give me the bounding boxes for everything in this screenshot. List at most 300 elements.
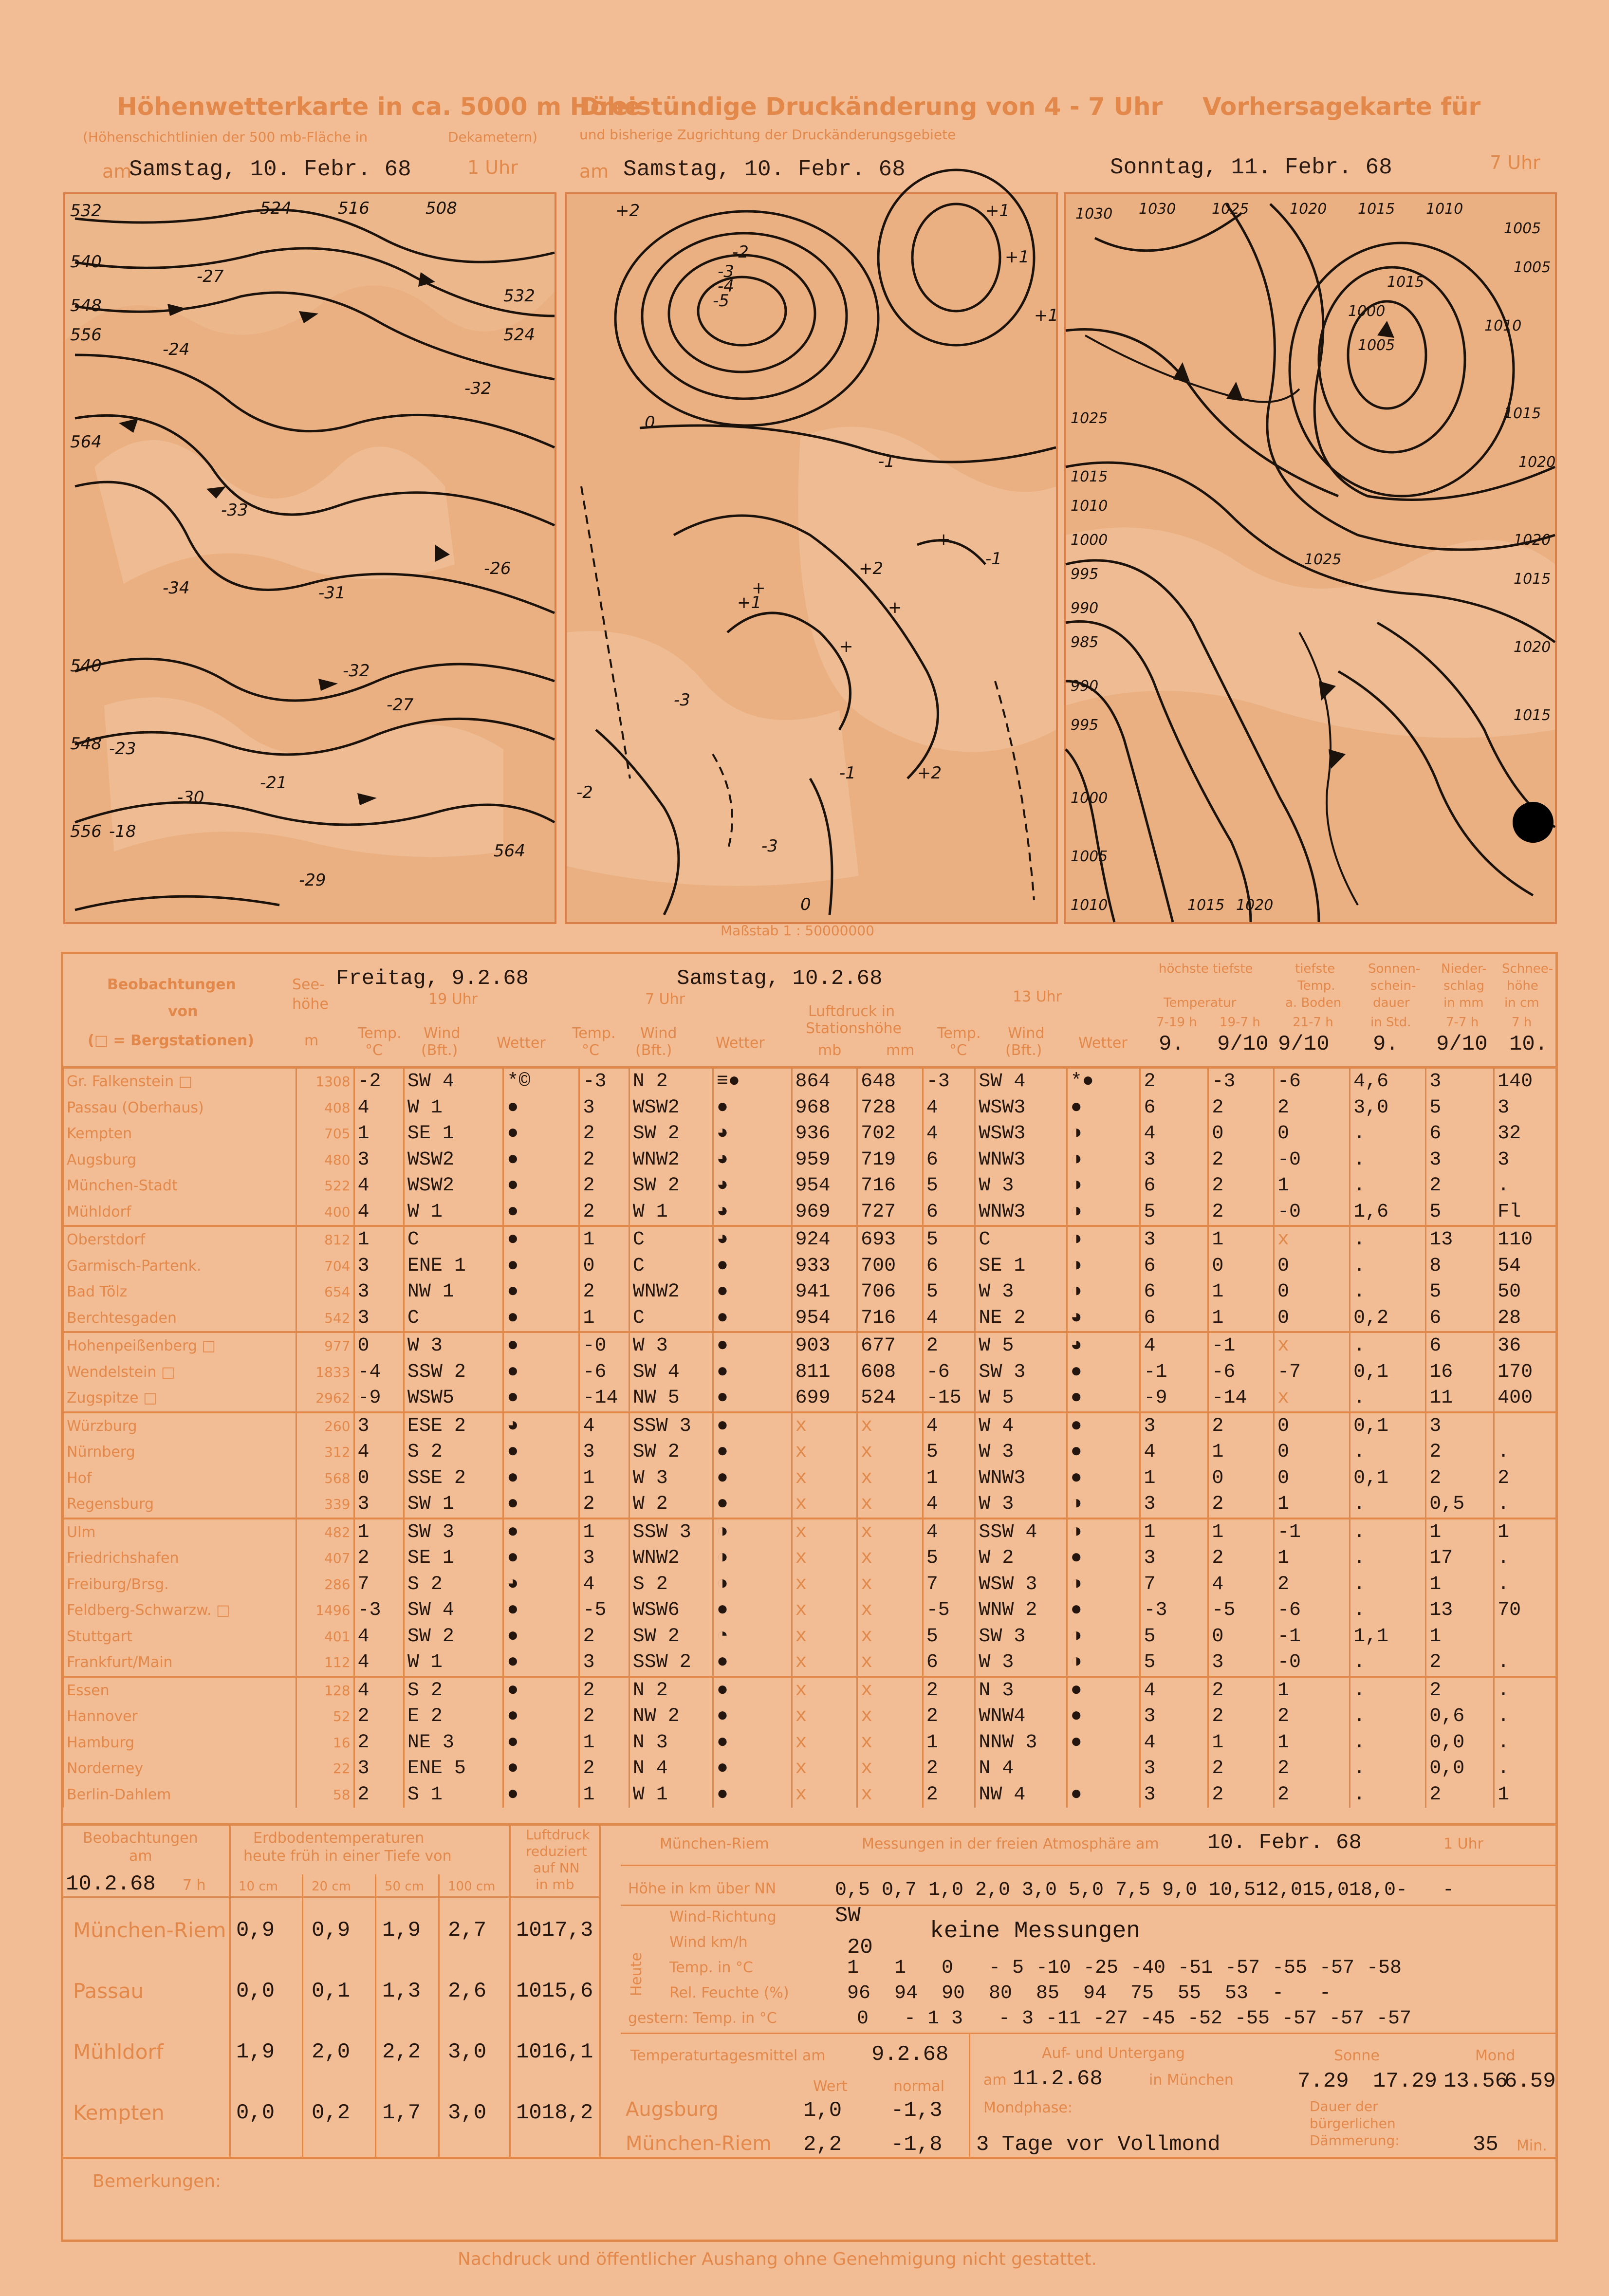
soil-d20: 20 cm: [312, 1879, 351, 1894]
hdr-temperatur: Temperatur: [1164, 996, 1237, 1010]
hdr-wetter2: Wetter: [716, 1035, 765, 1052]
station-name: Würzburg: [63, 1412, 296, 1440]
station-sc: .: [1494, 1703, 1557, 1730]
station-ni: 2: [1426, 1173, 1494, 1199]
station-x13: ●: [1067, 1677, 1140, 1704]
station-name: Norderney: [63, 1756, 296, 1782]
station-sc: 170: [1494, 1359, 1557, 1386]
station-fx: ●: [503, 1359, 579, 1386]
station-row: [63, 1332, 1557, 1359]
station-fw: W 1: [404, 1095, 503, 1121]
hdr-dauer: dauer: [1373, 996, 1410, 1010]
hdr-luftdruck: Luftdruck in: [808, 1003, 895, 1020]
station-fw: WSW5: [404, 1385, 503, 1412]
station-lo: 1: [1208, 1305, 1274, 1333]
station-table: [62, 1069, 1557, 1808]
soil-d: 3,0: [448, 2101, 487, 2125]
station-x13: ◑: [1067, 1121, 1140, 1147]
upper-rf-value: 53: [1225, 1982, 1249, 2004]
station-st: 1: [579, 1465, 629, 1492]
station-x13: ●: [1067, 1385, 1140, 1412]
station-fw: S 2: [404, 1572, 503, 1598]
upper-rf-value: 85: [1036, 1982, 1060, 2004]
map2_labels-label: +1: [1005, 247, 1030, 267]
station-sx: ◑: [713, 1545, 792, 1572]
station-ft: 1: [354, 1518, 404, 1546]
station-lo: 2: [1208, 1412, 1274, 1440]
station-mb: 936: [792, 1121, 857, 1147]
station-sc: 110: [1494, 1226, 1557, 1253]
station-bo: 0: [1274, 1121, 1350, 1147]
station-st: 3: [579, 1649, 629, 1677]
station-t13: 7: [923, 1572, 975, 1598]
station-fx: ●: [503, 1518, 579, 1546]
map2_labels-label: +1: [1034, 306, 1059, 325]
station-w13: WSW 3: [975, 1572, 1067, 1598]
station-st: 1: [579, 1782, 629, 1808]
station-ft: 3: [354, 1253, 404, 1279]
upper-hrule-top: [621, 1865, 1555, 1866]
station-t13: 6: [923, 1199, 975, 1226]
station-w13: WNW3: [975, 1465, 1067, 1492]
station-sc: 400: [1494, 1385, 1557, 1412]
station-so: 1,1: [1350, 1624, 1426, 1650]
station-st: -5: [579, 1597, 629, 1624]
station-so: .: [1350, 1649, 1426, 1677]
soil-a: 0,0: [236, 1979, 275, 2003]
station-row: [63, 1147, 1557, 1173]
astro-m-auf: 13.56: [1443, 2069, 1508, 2093]
station-st: 1: [579, 1730, 629, 1756]
station-fw: SW 2: [404, 1624, 503, 1650]
map2_labels-label: +2: [859, 559, 884, 578]
station-hi: 6: [1140, 1253, 1208, 1279]
hdr-d4: 9.: [1373, 1032, 1399, 1056]
station-ft: 1: [354, 1121, 404, 1147]
station-name: Hof: [63, 1465, 296, 1492]
station-row: [63, 1491, 1557, 1518]
station-sw: S 2: [629, 1572, 713, 1598]
station-ft: 3: [354, 1305, 404, 1333]
upper-rf-value: 75: [1130, 1982, 1154, 2004]
station-mm: x: [857, 1465, 923, 1492]
station-hi: -9: [1140, 1385, 1208, 1412]
upper-gest-lbl: gestern: Temp. in °C: [628, 2010, 777, 2027]
soil-p: 1018,2: [516, 2101, 593, 2125]
station-bo: -0: [1274, 1649, 1350, 1677]
station-mb: 864: [792, 1069, 857, 1095]
station-t13: -15: [923, 1385, 975, 1412]
station-name: Stuttgart: [63, 1624, 296, 1650]
station-w13: SSW 4: [975, 1518, 1067, 1546]
upper-temps-value: 1: [894, 1957, 906, 1979]
station-w13: WSW3: [975, 1121, 1067, 1147]
station-sc: [1494, 1412, 1557, 1440]
hdr-tiefste: tiefste: [1295, 962, 1335, 976]
station-mm: 693: [857, 1226, 923, 1253]
station-hi: 3: [1140, 1782, 1208, 1808]
hdr-sat-13: 13 Uhr: [1013, 988, 1062, 1005]
map1_labels-label: -24: [163, 340, 190, 359]
map1_labels-label: -21: [260, 773, 287, 793]
upper-rf-value: 90: [942, 1982, 965, 2004]
upper-hoehe-lbl: Höhe in km über NN: [628, 1880, 777, 1897]
station-t13: 5: [923, 1439, 975, 1465]
station-st: 3: [579, 1095, 629, 1121]
station-sw: W 1: [629, 1199, 713, 1226]
station-st: 0: [579, 1253, 629, 1279]
station-hi: 3: [1140, 1226, 1208, 1253]
station-bo: 0: [1274, 1253, 1350, 1279]
station-row: [63, 1518, 1557, 1546]
station-name: Essen: [63, 1677, 296, 1704]
station-sc: 140: [1494, 1069, 1557, 1095]
station-bo: -0: [1274, 1199, 1350, 1226]
upper-hrule-3: [621, 2033, 1555, 2034]
soil-d10: 10 cm: [239, 1879, 278, 1894]
soil-p: 1017,3: [516, 1918, 593, 1943]
station-ni: 3: [1426, 1147, 1494, 1173]
station-row: [63, 1465, 1557, 1492]
soil-name: Kempten: [73, 2101, 165, 2125]
station-ni: 13: [1426, 1597, 1494, 1624]
station-fx: ●: [503, 1385, 579, 1412]
upper-temps-value: - 5: [989, 1957, 1024, 1979]
station-sw: NW 2: [629, 1703, 713, 1730]
station-fw: W 1: [404, 1199, 503, 1226]
station-sc: .: [1494, 1649, 1557, 1677]
station-row: [63, 1677, 1557, 1704]
upper-heights-value: -: [1443, 1879, 1455, 1901]
station-ft: 2: [354, 1730, 404, 1756]
soil-hrule: [61, 1896, 599, 1898]
station-x13: *●: [1067, 1069, 1140, 1095]
station-t13: 2: [923, 1332, 975, 1359]
map3_labels-label: 1020: [1236, 897, 1274, 914]
astro-lbl: Auf- und Untergang: [1042, 2045, 1185, 2062]
soil-name: Passau: [73, 1979, 144, 2003]
upper-heights-value: 12,0: [1256, 1879, 1303, 1901]
station-t13: 5: [923, 1226, 975, 1253]
upper-heights-value: 0,7: [882, 1879, 917, 1901]
station-ni: 5: [1426, 1199, 1494, 1226]
station-x13: ●: [1067, 1095, 1140, 1121]
station-sw: SW 2: [629, 1624, 713, 1650]
station-ft: 4: [354, 1199, 404, 1226]
station-so: .: [1350, 1572, 1426, 1598]
upper-uhr: 1 Uhr: [1443, 1835, 1483, 1852]
hdr-schein: schein-: [1370, 979, 1416, 993]
station-sc: 3: [1494, 1147, 1557, 1173]
station-hi: -1: [1140, 1359, 1208, 1386]
station-h: 705: [296, 1121, 354, 1147]
station-sc: .: [1494, 1677, 1557, 1704]
station-x13: [1067, 1756, 1140, 1782]
hdr-stationshoehe: Stationshöhe: [806, 1020, 902, 1037]
station-mm: 700: [857, 1253, 923, 1279]
upper-temps-value: 1: [847, 1957, 859, 1979]
station-bo: 0: [1274, 1412, 1350, 1440]
station-fx: ●: [503, 1173, 579, 1199]
station-mm: x: [857, 1545, 923, 1572]
astro-in: in München: [1149, 2072, 1234, 2089]
station-ft: 3: [354, 1147, 404, 1173]
map1_labels-label: 532: [70, 201, 102, 221]
station-lo: 2: [1208, 1782, 1274, 1808]
station-ni: 3: [1426, 1412, 1494, 1440]
soil-c: 2,2: [382, 2040, 421, 2064]
upper-mess: Messungen in der freien Atmosphäre am: [862, 1835, 1159, 1852]
map2_labels-label: -4: [718, 277, 734, 296]
station-name: Nürnberg: [63, 1439, 296, 1465]
station-hi: 4: [1140, 1439, 1208, 1465]
station-fw: SE 1: [404, 1121, 503, 1147]
station-name: Zugspitze □: [63, 1385, 296, 1412]
station-sw: SSW 2: [629, 1649, 713, 1677]
station-name: Augsburg: [63, 1147, 296, 1173]
station-fw: SW 3: [404, 1518, 503, 1546]
station-h: 1308: [296, 1069, 354, 1095]
station-sw: SSW 3: [629, 1412, 713, 1440]
station-hi: 4: [1140, 1121, 1208, 1147]
station-so: 0,1: [1350, 1359, 1426, 1386]
soil-d50: 50 cm: [385, 1879, 424, 1894]
station-st: 1: [579, 1305, 629, 1333]
hdr-temp3: Temp.: [937, 1025, 981, 1042]
map2_labels-label: 0: [645, 413, 655, 432]
station-w13: W 4: [975, 1412, 1067, 1440]
station-mm: x: [857, 1491, 923, 1518]
station-mm: 702: [857, 1121, 923, 1147]
soil-luft: Luftdruck: [526, 1827, 590, 1843]
station-mm: 719: [857, 1147, 923, 1173]
hdr-d1: 9.: [1159, 1032, 1184, 1056]
station-bo: 2: [1274, 1756, 1350, 1782]
map3_labels-label: 995: [1071, 566, 1099, 583]
station-row: [63, 1624, 1557, 1650]
station-h: 401: [296, 1624, 354, 1650]
station-ni: 2: [1426, 1649, 1494, 1677]
upper-gest-value: -57: [1329, 2008, 1365, 2030]
station-sx: ●: [713, 1253, 792, 1279]
station-t13: 5: [923, 1279, 975, 1305]
station-x13: ◑: [1067, 1491, 1140, 1518]
station-bo: 2: [1274, 1703, 1350, 1730]
map3_labels-label: 1005: [1071, 848, 1108, 865]
station-w13: W 3: [975, 1173, 1067, 1199]
station-sx: ●: [713, 1095, 792, 1121]
station-row: [63, 1572, 1557, 1598]
hdr-bft1: (Bft.): [421, 1042, 458, 1059]
station-mm: x: [857, 1782, 923, 1808]
station-ft: 4: [354, 1677, 404, 1704]
station-bo: 1: [1274, 1545, 1350, 1572]
station-lo: 1: [1208, 1279, 1274, 1305]
station-hi: 3: [1140, 1703, 1208, 1730]
station-ni: 8: [1426, 1253, 1494, 1279]
map1_labels-label: 564: [70, 432, 102, 452]
station-mm: 706: [857, 1279, 923, 1305]
map3_labels-label: 1015: [1387, 274, 1424, 291]
station-sc: 50: [1494, 1279, 1557, 1305]
station-hi: 3: [1140, 1491, 1208, 1518]
map3_labels-label: 1015: [1187, 897, 1225, 914]
soil-reduz: reduziert: [526, 1843, 587, 1859]
map1_labels-label: -32: [464, 379, 492, 398]
station-st: 4: [579, 1572, 629, 1598]
soil-p: 1016,1: [516, 2040, 593, 2064]
station-h: 112: [296, 1649, 354, 1677]
station-t13: 4: [923, 1518, 975, 1546]
station-sw: WNW2: [629, 1279, 713, 1305]
station-sc: 28: [1494, 1305, 1557, 1333]
forecast-map: [1064, 192, 1557, 924]
station-sw: C: [629, 1305, 713, 1333]
station-lo: 1: [1208, 1226, 1274, 1253]
tm-date: 9.2.68: [871, 2042, 949, 2067]
map3_labels-label: 1010: [1071, 897, 1108, 914]
station-sx: ◔: [713, 1624, 792, 1650]
station-so: .: [1350, 1385, 1426, 1412]
station-row: [63, 1199, 1557, 1226]
station-t13: 4: [923, 1121, 975, 1147]
tm-w: 1,0: [803, 2098, 842, 2123]
station-ni: 2: [1426, 1782, 1494, 1808]
station-h: 977: [296, 1332, 354, 1359]
station-so: .: [1350, 1703, 1426, 1730]
station-sc: .: [1494, 1545, 1557, 1572]
station-ni: 5: [1426, 1279, 1494, 1305]
upper-temps-value: 0: [942, 1957, 954, 1979]
upper-temp-lbl: Temp. in °C: [669, 1959, 753, 1976]
soil-b: 2,0: [312, 2040, 351, 2064]
station-sx: ●: [713, 1439, 792, 1465]
station-lo: 2: [1208, 1703, 1274, 1730]
station-so: .: [1350, 1279, 1426, 1305]
astro-daemm-2: bürgerlichen: [1310, 2115, 1396, 2131]
footer-notice: Nachdruck und öffentlicher Aushang ohne Genehmigung nicht gestattet.: [458, 2249, 1097, 2269]
upper-heights-value: 15,0: [1302, 1879, 1350, 1901]
station-fw: W 3: [404, 1332, 503, 1359]
station-fx: ●: [503, 1305, 579, 1333]
station-w13: N 4: [975, 1756, 1067, 1782]
soil-vrule-3: [375, 1874, 376, 2157]
station-mb: x: [792, 1439, 857, 1465]
upper-wk-lbl: Wind km/h: [669, 1934, 748, 1951]
soil-c: 1,7: [382, 2101, 421, 2125]
station-sx: ●: [713, 1305, 792, 1333]
map2_labels-label: -1: [839, 763, 856, 783]
station-ni: 0,6: [1426, 1703, 1494, 1730]
station-ft: 3: [354, 1491, 404, 1518]
station-st: 2: [579, 1173, 629, 1199]
station-lo: 2: [1208, 1147, 1274, 1173]
soil-a: 0,9: [236, 1918, 275, 1943]
station-st: 2: [579, 1491, 629, 1518]
map1_labels-label: 540: [70, 252, 102, 272]
station-fw: ENE 1: [404, 1253, 503, 1279]
station-sx: ◑: [713, 1572, 792, 1598]
station-row: [63, 1649, 1557, 1677]
station-t13: 2: [923, 1677, 975, 1704]
map1_labels-label: 548: [70, 734, 102, 754]
station-mb: x: [792, 1756, 857, 1782]
station-h: 1496: [296, 1597, 354, 1624]
station-x13: ●: [1067, 1359, 1140, 1386]
station-row: [63, 1279, 1557, 1305]
soil-aufnn: auf NN: [533, 1860, 580, 1876]
station-ft: -3: [354, 1597, 404, 1624]
map2_labels-label: -2: [732, 242, 749, 262]
station-t13: 5: [923, 1173, 975, 1199]
upper-rf-value: 94: [894, 1982, 918, 2004]
station-mb: 954: [792, 1173, 857, 1199]
station-lo: 2: [1208, 1199, 1274, 1226]
station-fx: ●: [503, 1095, 579, 1121]
station-lo: 1: [1208, 1730, 1274, 1756]
station-so: .: [1350, 1782, 1426, 1808]
hdr-hoechste: höchste tiefste: [1159, 962, 1253, 976]
station-ft: 3: [354, 1756, 404, 1782]
station-bo: 1: [1274, 1173, 1350, 1199]
station-lo: -14: [1208, 1385, 1274, 1412]
station-row: [63, 1173, 1557, 1199]
station-hi: 3: [1140, 1545, 1208, 1572]
station-so: .: [1350, 1121, 1426, 1147]
station-so: 4,6: [1350, 1069, 1426, 1095]
station-fw: C: [404, 1305, 503, 1333]
soil-d100: 100 cm: [448, 1879, 496, 1894]
station-h: 542: [296, 1305, 354, 1333]
astro-s-unt: 17.29: [1373, 2069, 1438, 2093]
map1-subtitle-2: Dekametern): [448, 129, 538, 145]
tm-n: -1,8: [891, 2132, 943, 2157]
upper-gest-value: -11: [1046, 2008, 1081, 2030]
map-scale: Maßstab 1 : 50000000: [721, 923, 874, 939]
upper-heights-value: 3,0: [1022, 1879, 1057, 1901]
station-fx: ●: [503, 1756, 579, 1782]
station-st: 2: [579, 1756, 629, 1782]
hdr-sat-date: Samstag, 10.2.68: [677, 966, 883, 991]
station-hi: 4: [1140, 1730, 1208, 1756]
map2_labels-label: +1: [737, 593, 762, 612]
station-mm: x: [857, 1518, 923, 1546]
station-mb: x: [792, 1491, 857, 1518]
punch-hole: [1513, 802, 1554, 843]
station-t13: 1: [923, 1465, 975, 1492]
station-st: 2: [579, 1703, 629, 1730]
upper-gest-value: -52: [1187, 2008, 1223, 2030]
station-bo: x: [1274, 1332, 1350, 1359]
station-ft: -9: [354, 1385, 404, 1412]
map3_labels-label: 990: [1071, 600, 1099, 617]
station-sw: N 4: [629, 1756, 713, 1782]
station-h: 260: [296, 1412, 354, 1440]
station-hi: 6: [1140, 1305, 1208, 1333]
map3_labels-label: 1015: [1514, 707, 1551, 724]
station-mb: x: [792, 1730, 857, 1756]
map2_labels-label: +1: [985, 201, 1010, 221]
upper-date: 10. Febr. 68: [1207, 1831, 1362, 1855]
station-bo: 2: [1274, 1572, 1350, 1598]
map2_labels-label: -1: [985, 549, 1002, 569]
station-sw: SSW 3: [629, 1518, 713, 1546]
station-fx: ●: [503, 1465, 579, 1492]
station-sw: SW 2: [629, 1439, 713, 1465]
hdr-berg: (□ = Bergstationen): [88, 1032, 255, 1049]
station-sc: 1: [1494, 1518, 1557, 1546]
station-w13: C: [975, 1226, 1067, 1253]
